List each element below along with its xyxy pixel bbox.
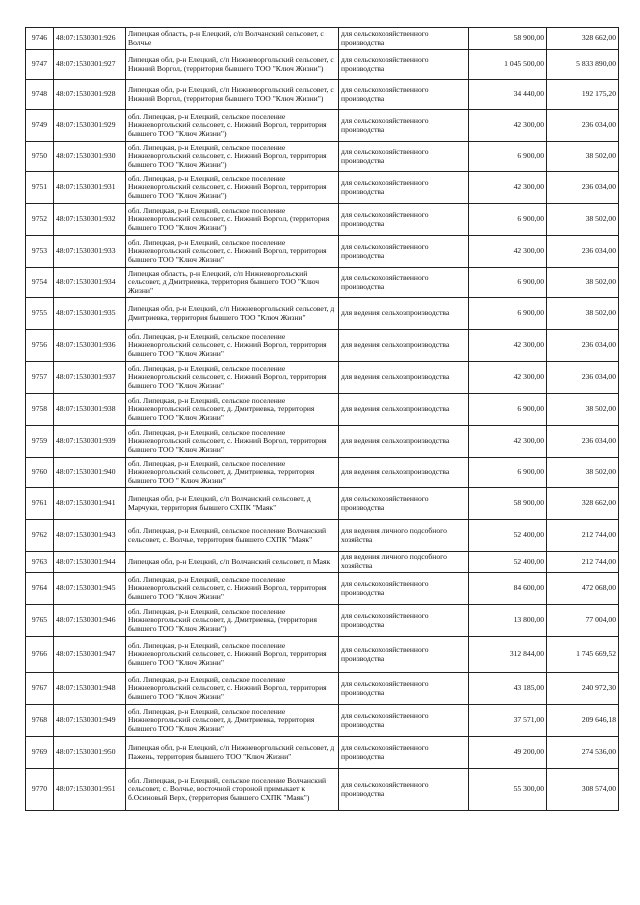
parcel-address: обл. Липецкая, р-н Елецкий, сельское поселение Нижневоргольский сельсовет, с. Нижний Воргол, территория бывшего ТОО "Ключ Жизни" <box>126 362 339 394</box>
permitted-use: для ведения сельхозпроизводства <box>339 394 469 426</box>
row-number: 9750 <box>26 142 54 172</box>
cadastral-value: 240 972,30 <box>547 673 619 705</box>
row-number: 9751 <box>26 172 54 204</box>
row-number: 9760 <box>26 458 54 488</box>
permitted-use: для сельскохозяйственного производства <box>339 50 469 80</box>
cadastral-value: 236 034,00 <box>547 236 619 268</box>
parcel-address: Липецкая область, р-н Елецкий, с/п Нижневоргольский сельсовет, д Дмитриевка, территория бывшего ТОО "Ключ Жизни" <box>126 268 339 298</box>
parcel-address: Липецкая обл, р-н Елецкий, с/п Нижневоргольский сельсовет, с Нижний Воргол, (территория бывшего ТОО "Ключ Жизни") <box>126 80 339 110</box>
permitted-use: для сельскохозяйственного производства <box>339 236 469 268</box>
row-number: 9762 <box>26 520 54 552</box>
parcel-address: обл. Липецкая, р-н Елецкий, сельское поселение Волчанский сельсовет, с. Волчье, восточной стороной примыкает к б.Осиновый Верх, (территория бывшего СХПК "Маяк") <box>126 769 339 811</box>
parcel-address: обл. Липецкая, р-н Елецкий, сельское поселение Нижневоргольский сельсовет, с. Нижний Воргол, территория бывшего ТОО "Ключ Жизни" <box>126 673 339 705</box>
cadastral-number: 48:07:1530301:931 <box>54 172 126 204</box>
permitted-use: для сельскохозяйственного производства <box>339 142 469 172</box>
table-row <box>26 110 619 142</box>
row-number: 9752 <box>26 204 54 236</box>
cadastral-number: 48:07:1530301:938 <box>54 394 126 426</box>
cadastral-value: 38 502,00 <box>547 298 619 330</box>
parcel-area: 58 900,00 <box>469 28 547 50</box>
cadastral-value: 236 034,00 <box>547 172 619 204</box>
table-row <box>26 737 619 769</box>
cadastral-value: 236 034,00 <box>547 110 619 142</box>
parcel-area: 312 844,00 <box>469 637 547 673</box>
cadastral-number: 48:07:1530301:940 <box>54 458 126 488</box>
permitted-use: для ведения личного подсобного хозяйства <box>339 552 469 573</box>
row-number: 9763 <box>26 552 54 573</box>
parcel-address: Липецкая обл, р-н Елецкий, с/п Нижневоргольский сельсовет, д Дмитриевка, территория бывшего ТОО "Ключ Жизни" <box>126 298 339 330</box>
cadastral-number: 48:07:1530301:939 <box>54 426 126 458</box>
parcel-address: обл. Липецкая, р-н Елецкий, сельское поселение Нижневоргольский сельсовет, с. Нижний Воргол, территория бывшего ТОО "Ключ Жизни") <box>126 110 339 142</box>
table-row <box>26 426 619 458</box>
parcel-area: 6 900,00 <box>469 298 547 330</box>
row-number: 9755 <box>26 298 54 330</box>
cadastral-number: 48:07:1530301:926 <box>54 28 126 50</box>
row-number: 9746 <box>26 28 54 50</box>
parcel-area: 1 045 500,00 <box>469 50 547 80</box>
cadastral-value: 212 744,00 <box>547 520 619 552</box>
table-row <box>26 488 619 520</box>
permitted-use: для ведения сельхозпроизводства <box>339 298 469 330</box>
parcel-area: 52 400,00 <box>469 552 547 573</box>
parcel-address: Липецкая область, р-н Елецкий, с/п Волчанский сельсовет, с Волчье <box>126 28 339 50</box>
permitted-use: для сельскохозяйственного производства <box>339 637 469 673</box>
permitted-use: для сельскохозяйственного производства <box>339 705 469 737</box>
cadastral-value: 472 068,00 <box>547 573 619 605</box>
row-number: 9749 <box>26 110 54 142</box>
cadastral-number: 48:07:1530301:937 <box>54 362 126 394</box>
table-row <box>26 673 619 705</box>
cadastral-number: 48:07:1530301:945 <box>54 573 126 605</box>
parcel-address: обл. Липецкая, р-н Елецкий, сельское поселение Нижневоргольский сельсовет, с. Нижний Воргол, территория бывшего ТОО "Ключ Жизни" <box>126 637 339 673</box>
parcel-address: обл. Липецкая, р-н Елецкий, сельское поселение Нижневоргольский сельсовет, с. Нижний Воргол, территория бывшего ТОО "Ключ Жизни" <box>126 426 339 458</box>
cadastral-number: 48:07:1530301:949 <box>54 705 126 737</box>
cadastral-value: 5 833 890,00 <box>547 50 619 80</box>
table-row <box>26 637 619 673</box>
permitted-use: для сельскохозяйственного производства <box>339 110 469 142</box>
parcel-address: обл. Липецкая, р-н Елецкий, сельское поселение Нижневоргольский сельсовет, д. Дмитриевка, территория бывшего ТОО "Ключ Жизни" <box>126 394 339 426</box>
permitted-use: для сельскохозяйственного производства <box>339 573 469 605</box>
parcel-address: обл. Липецкая, р-н Елецкий, сельское поселение Нижневоргольский сельсовет, д. Дмитриевка, (территория бывшего ТОО "Ключ Жизни") <box>126 605 339 637</box>
cadastral-number: 48:07:1530301:951 <box>54 769 126 811</box>
parcel-area: 6 900,00 <box>469 394 547 426</box>
permitted-use: для сельскохозяйственного производства <box>339 80 469 110</box>
table-row <box>26 50 619 80</box>
table-row <box>26 573 619 605</box>
permitted-use: для сельскохозяйственного производства <box>339 769 469 811</box>
cadastral-value: 192 175,20 <box>547 80 619 110</box>
cadastral-value: 328 662,00 <box>547 488 619 520</box>
cadastral-value: 209 646,18 <box>547 705 619 737</box>
row-number: 9766 <box>26 637 54 673</box>
cadastral-value: 236 034,00 <box>547 362 619 394</box>
row-number: 9770 <box>26 769 54 811</box>
table-row <box>26 458 619 488</box>
parcel-address: обл. Липецкая, р-н Елецкий, сельское поселение Нижневоргольский сельсовет, с. Нижний Воргол, территория бывшего ТОО "Ключ Жизни" <box>126 330 339 362</box>
cadastral-value: 212 744,00 <box>547 552 619 573</box>
cadastral-number: 48:07:1530301:941 <box>54 488 126 520</box>
row-number: 9769 <box>26 737 54 769</box>
land-parcels-table <box>25 27 619 811</box>
parcel-address: обл. Липецкая, р-н Елецкий, сельское поселение Нижневоргольский сельсовет, с. Нижний Воргол, территория бывшего ТОО "Ключ Жизни" <box>126 236 339 268</box>
cadastral-value: 77 004,00 <box>547 605 619 637</box>
cadastral-value: 38 502,00 <box>547 458 619 488</box>
parcel-area: 6 900,00 <box>469 268 547 298</box>
cadastral-number: 48:07:1530301:943 <box>54 520 126 552</box>
parcel-area: 6 900,00 <box>469 142 547 172</box>
table-body <box>26 28 619 811</box>
parcel-address: обл. Липецкая, р-н Елецкий, сельское поселение Нижневоргольский сельсовет, с. Нижний Воргол, территория бывшего ТОО "Ключ Жизни") <box>126 142 339 172</box>
permitted-use: для ведения сельхозпроизводства <box>339 458 469 488</box>
permitted-use: для ведения сельхозпроизводства <box>339 426 469 458</box>
parcel-area: 13 800,00 <box>469 605 547 637</box>
row-number: 9767 <box>26 673 54 705</box>
parcel-area: 84 600,00 <box>469 573 547 605</box>
cadastral-value: 236 034,00 <box>547 330 619 362</box>
row-number: 9757 <box>26 362 54 394</box>
parcel-address: Липецкая обл, р-н Елецкий, с/п Волчанский сельсовет, д Марчуки, территория бывшего СХПК "Маяк" <box>126 488 339 520</box>
permitted-use: для ведения сельхозпроизводства <box>339 362 469 394</box>
cadastral-value: 38 502,00 <box>547 394 619 426</box>
parcel-area: 43 185,00 <box>469 673 547 705</box>
cadastral-number: 48:07:1530301:936 <box>54 330 126 362</box>
row-number: 9765 <box>26 605 54 637</box>
permitted-use: для ведения личного подсобного хозяйства <box>339 520 469 552</box>
row-number: 9761 <box>26 488 54 520</box>
table-row <box>26 362 619 394</box>
row-number: 9756 <box>26 330 54 362</box>
parcel-area: 42 300,00 <box>469 110 547 142</box>
table-row <box>26 520 619 552</box>
row-number: 9764 <box>26 573 54 605</box>
table-row <box>26 330 619 362</box>
parcel-address: обл. Липецкая, р-н Елецкий, сельское поселение Волчанский сельсовет, с. Волчье, территория бывшего СХПК "Маяк" <box>126 520 339 552</box>
permitted-use: для сельскохозяйственного производства <box>339 28 469 50</box>
table-row <box>26 268 619 298</box>
table-row <box>26 236 619 268</box>
row-number: 9753 <box>26 236 54 268</box>
table-row <box>26 80 619 110</box>
cadastral-number: 48:07:1530301:948 <box>54 673 126 705</box>
permitted-use: для сельскохозяйственного производства <box>339 605 469 637</box>
parcel-area: 42 300,00 <box>469 172 547 204</box>
cadastral-number: 48:07:1530301:946 <box>54 605 126 637</box>
parcel-address: обл. Липецкая, р-н Елецкий, сельское поселение Нижневоргольский сельсовет, с. Нижний Воргол, (территория бывшего ТОО "Ключ Жизни") <box>126 204 339 236</box>
parcel-area: 42 300,00 <box>469 362 547 394</box>
table-row <box>26 28 619 50</box>
parcel-area: 42 300,00 <box>469 236 547 268</box>
cadastral-number: 48:07:1530301:928 <box>54 80 126 110</box>
table-row <box>26 204 619 236</box>
cadastral-number: 48:07:1530301:947 <box>54 637 126 673</box>
cadastral-value: 308 574,00 <box>547 769 619 811</box>
parcel-address: Липецкая обл, р-н Елецкий, с/п Нижневоргольский сельсовет, д Пажень, территория бывшего ТОО "Ключ Жизни" <box>126 737 339 769</box>
permitted-use: для сельскохозяйственного производства <box>339 488 469 520</box>
cadastral-number: 48:07:1530301:930 <box>54 142 126 172</box>
table-row <box>26 705 619 737</box>
row-number: 9768 <box>26 705 54 737</box>
row-number: 9754 <box>26 268 54 298</box>
parcel-address: Липецкая обл, р-н Елецкий, с/п Нижневоргольский сельсовет, с Нижний Воргол, (территория бывшего ТОО "Ключ Жизни") <box>126 50 339 80</box>
cadastral-number: 48:07:1530301:932 <box>54 204 126 236</box>
parcel-area: 49 200,00 <box>469 737 547 769</box>
parcel-address: обл. Липецкая, р-н Елецкий, сельское поселение Нижневоргольский сельсовет, с. Нижний Воргол, территория бывшего ТОО "Ключ Жизни" <box>126 573 339 605</box>
row-number: 9748 <box>26 80 54 110</box>
table-row <box>26 552 619 573</box>
permitted-use: для ведения сельхозпроизводства <box>339 330 469 362</box>
row-number: 9758 <box>26 394 54 426</box>
land-register-page <box>25 27 618 811</box>
permitted-use: для сельскохозяйственного производства <box>339 172 469 204</box>
permitted-use: для сельскохозяйственного производства <box>339 268 469 298</box>
permitted-use: для сельскохозяйственного производства <box>339 673 469 705</box>
row-number: 9759 <box>26 426 54 458</box>
parcel-area: 52 400,00 <box>469 520 547 552</box>
permitted-use: для сельскохозяйственного производства <box>339 737 469 769</box>
cadastral-number: 48:07:1530301:950 <box>54 737 126 769</box>
table-row <box>26 298 619 330</box>
cadastral-value: 38 502,00 <box>547 268 619 298</box>
parcel-area: 58 900,00 <box>469 488 547 520</box>
parcel-area: 6 900,00 <box>469 204 547 236</box>
parcel-address: обл. Липецкая, р-н Елецкий, сельское поселение Нижневоргольский сельсовет, д. Дмитриевка, территория бывшего ТОО " Ключ Жизни" <box>126 458 339 488</box>
parcel-area: 55 300,00 <box>469 769 547 811</box>
cadastral-number: 48:07:1530301:944 <box>54 552 126 573</box>
parcel-area: 6 900,00 <box>469 458 547 488</box>
parcel-address: обл. Липецкая, р-н Елецкий, сельское поселение Нижневоргольский сельсовет, с. Нижний Воргол, территория бывшего ТОО "Ключ Жизни") <box>126 172 339 204</box>
cadastral-number: 48:07:1530301:934 <box>54 268 126 298</box>
cadastral-value: 328 662,00 <box>547 28 619 50</box>
table-row <box>26 142 619 172</box>
cadastral-value: 236 034,00 <box>547 426 619 458</box>
cadastral-value: 38 502,00 <box>547 204 619 236</box>
cadastral-number: 48:07:1530301:929 <box>54 110 126 142</box>
parcel-address: обл. Липецкая, р-н Елецкий, сельское поселение Нижневоргольский сельсовет, д. Дмитриевка, территория бывшего ТОО "Ключ Жизни" <box>126 705 339 737</box>
row-number: 9747 <box>26 50 54 80</box>
parcel-address: Липецкая обл, р-н Елецкий, с/п Волчанский сельсовет, п Маяк <box>126 552 339 573</box>
cadastral-number: 48:07:1530301:933 <box>54 236 126 268</box>
permitted-use: для сельскохозяйственного производства <box>339 204 469 236</box>
table-row <box>26 394 619 426</box>
cadastral-value: 38 502,00 <box>547 142 619 172</box>
parcel-area: 42 300,00 <box>469 426 547 458</box>
table-row <box>26 769 619 811</box>
parcel-area: 42 300,00 <box>469 330 547 362</box>
cadastral-number: 48:07:1530301:927 <box>54 50 126 80</box>
table-row <box>26 605 619 637</box>
table-row <box>26 172 619 204</box>
cadastral-value: 274 536,00 <box>547 737 619 769</box>
parcel-area: 37 571,00 <box>469 705 547 737</box>
cadastral-value: 1 745 669,52 <box>547 637 619 673</box>
parcel-area: 34 440,00 <box>469 80 547 110</box>
cadastral-number: 48:07:1530301:935 <box>54 298 126 330</box>
